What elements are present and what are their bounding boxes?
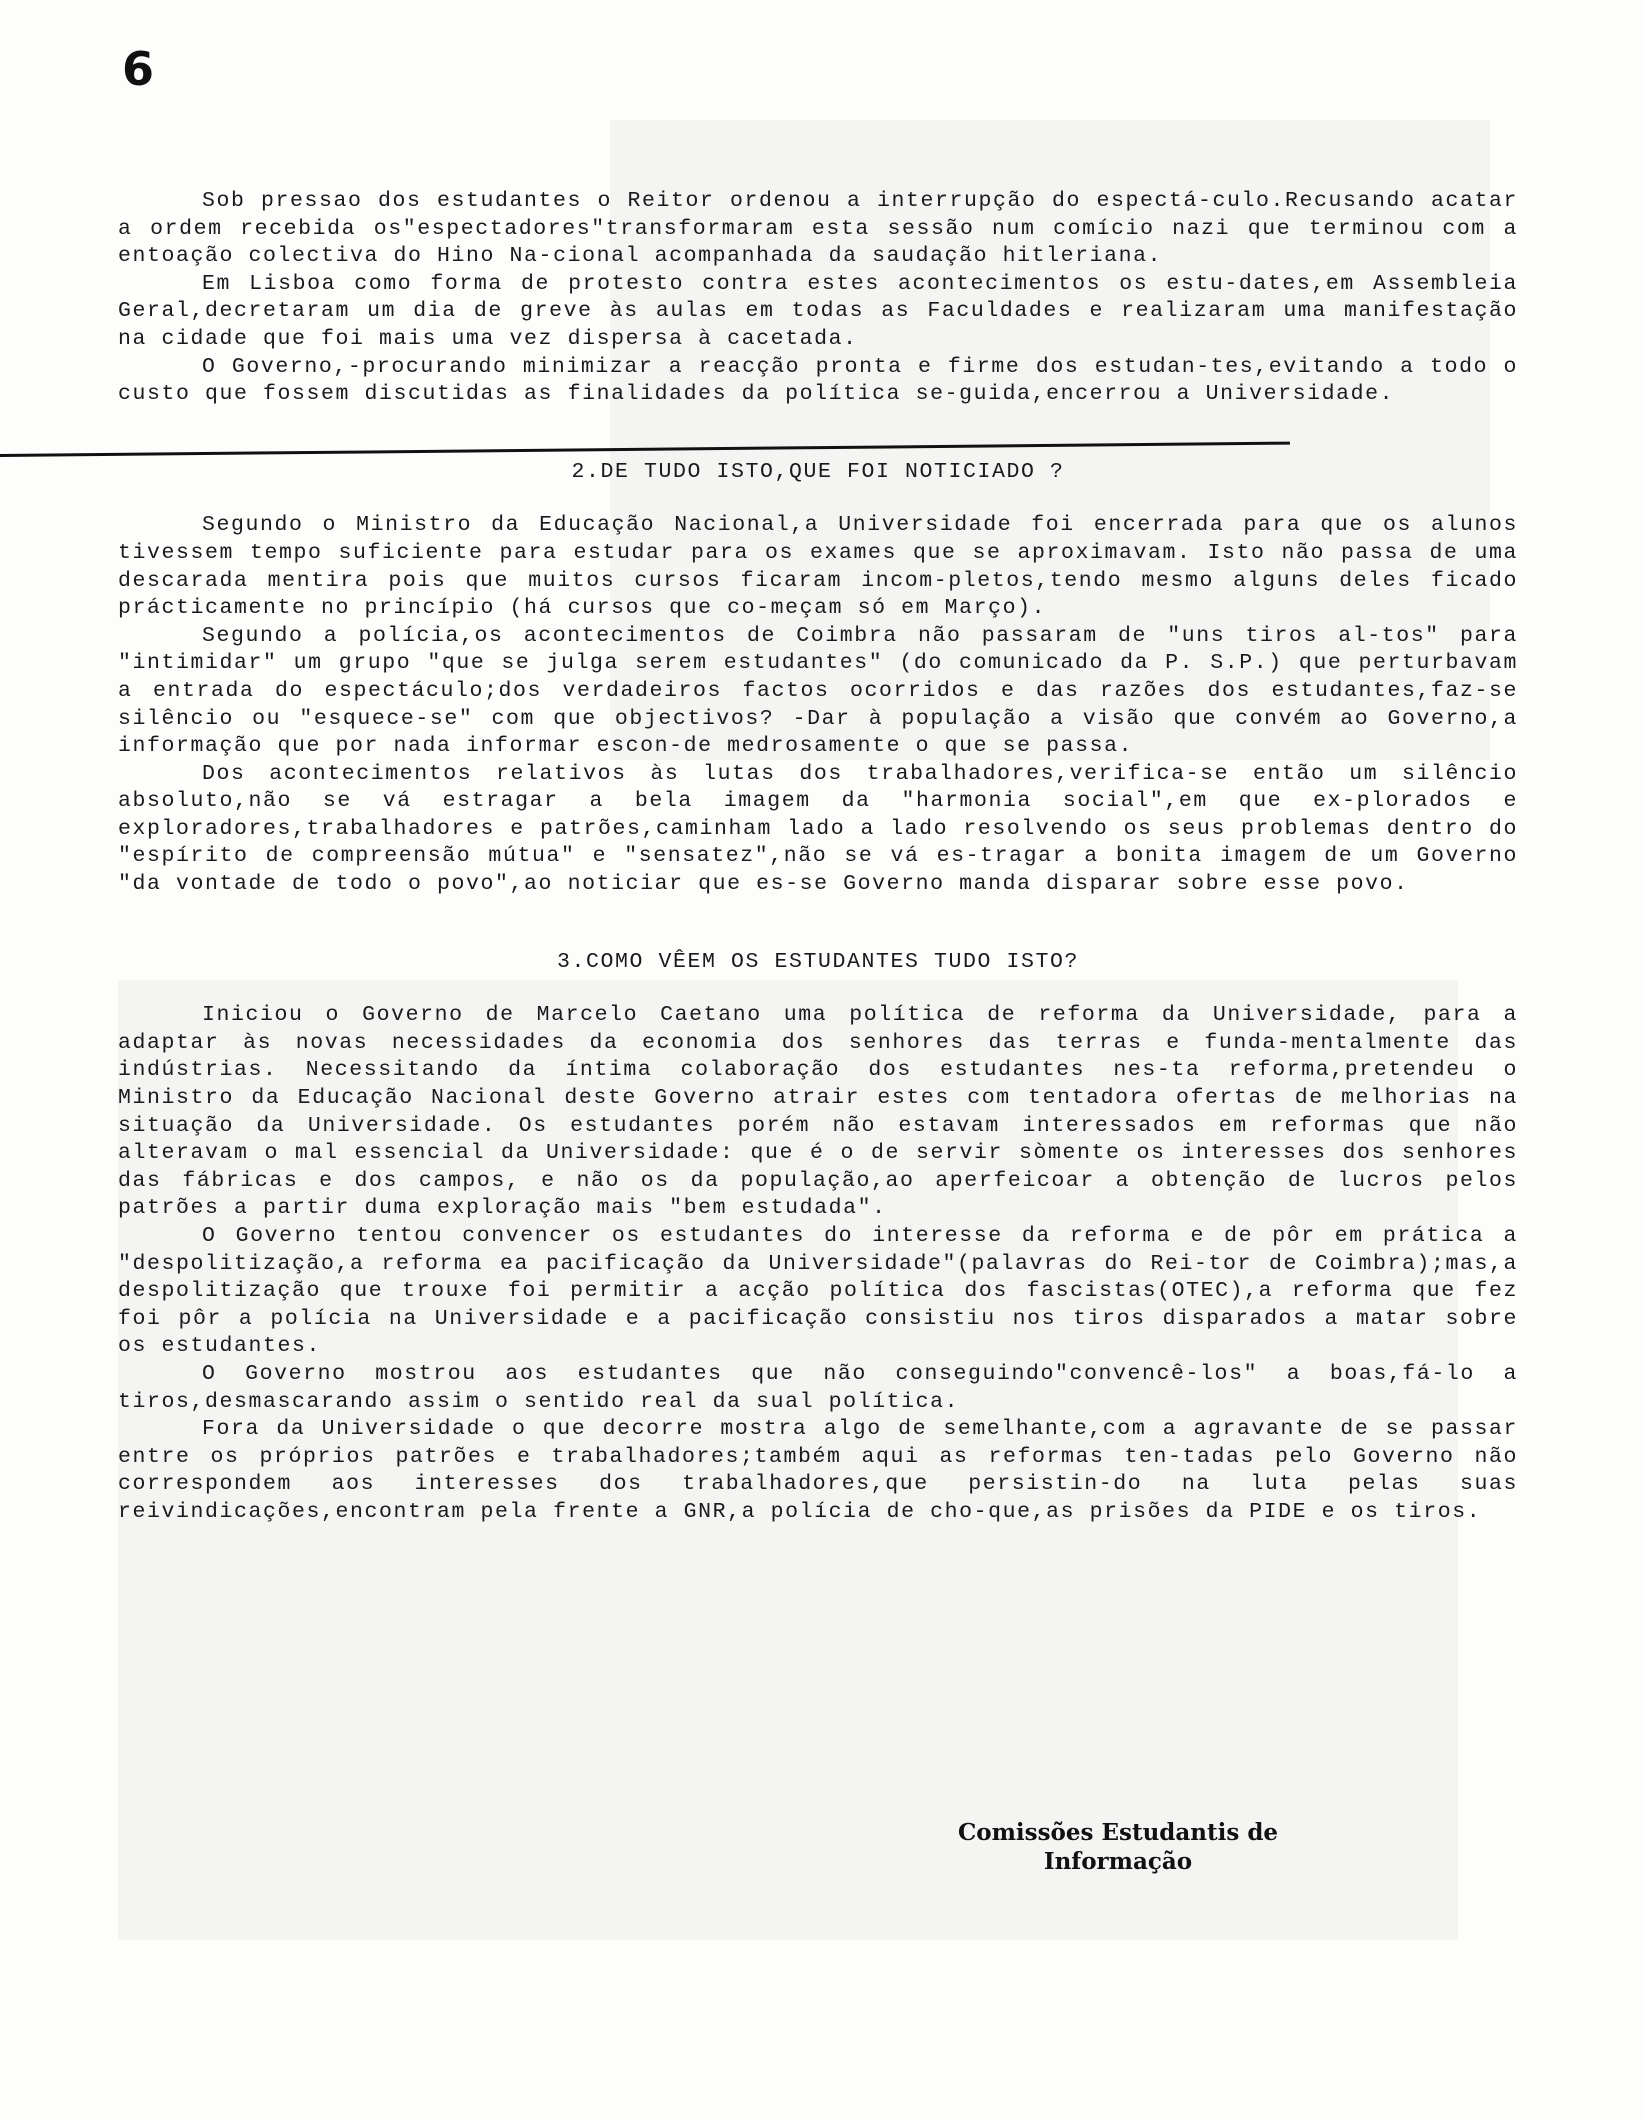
article-body [118,188,1518,1527]
section-2-heading: 2.DE TUDO ISTO,QUE FOI NOTICIADO ? [571,459,1065,484]
section-3-paragraph: O Governo mostrou aos estudantes que não conseguindo"convencê-los" a boas,fá-lo a tiros,desmascarando assim o sentido real da sual política. [118,1361,1518,1414]
intro-paragraph: Em Lisboa como forma de protesto contra estes acontecimentos os estu-dates,em Assembleia Geral,decretaram um dia de greve às aulas em todas as Faculdades e realizaram uma manifestação na cidade que foi mais uma vez dispersa à cacetada. [118,271,1518,351]
section-3-paragraph: Fora da Universidade o que decorre mostra algo de semelhante,com a agravante de se passar entre os próprios patrões e trabalhadores;também aqui as reformas ten-tadas pelo Governo não correspondem aos interesses dos trabalhadores,que persistin-do na luta pelas suas reivindicações,encontram pela frente a GNR,a polícia de cho-que,as prisões da PIDE e os tiros. [118,1417,1518,1524]
intro-paragraph: O Governo,-procurando minimizar a reacção pronta e firme dos estudan-tes,evitando a todo o custo que fossem discutidas as finalidades da política se-guida,encerrou a Universidade. [118,354,1518,407]
section-3-paragraph: O Governo tentou convencer os estudantes do interesse da reforma e de pôr em prática a "despolitização,a reforma ea pacificação da Universidade"(palavras do Rei-tor de Coimbra);mas,a despolitização que trouxe foi permitir a acção política dos fascistas(OTEC),a reforma que fez foi pôr a polícia na Universidade e a pacificação consistiu nos tiros disparados a matar sobre os estudantes. [118,1224,1518,1359]
signature-line: Informação [1043,1848,1193,1875]
intro-block [118,188,1518,409]
section-2-paragraph: Segundo a polícia,os acontecimentos de Coimbra não passaram de "uns tiros al-tos" para "intimidar" um grupo "que se julga serem estudantes" (do comunicado da P. S.P.) que perturbavam a entrada do espectáculo;dos verdadeiros factos ocorridos e das razões dos estudantes,faz-se silêncio ou "esquece-se" com que objectivos? -Dar à população a visão que convém ao Governo,a informação que por nada informar escon-de medrosamente o que se passa. [118,623,1518,759]
intro-paragraph: Sob pressao dos estudantes o Reitor ordenou a interrupção do espectá-culo.Recusando acatar a ordem recebida os"espectadores"transformaram esta sessão num comício nazi que terminou com a entoação colectiva do Hino Na-cional acompanhada da saudação hitleriana. [118,189,1518,269]
section-2-paragraph: Segundo o Ministro da Educação Nacional,a Universidade foi encerrada para que os alunos tivessem tempo suficiente para estudar para os exames que se aproximavam. Isto não passa de uma descarada mentira pois que muitos cursos ficaram incom-pletos,tendo mesmo alguns deles ficado prácticamente no princípio (há cursos que co-meçam só em Março). [118,513,1518,621]
section-2-paragraph: Dos acontecimentos relativos às lutas dos trabalhadores,verifica-se então um silêncio absoluto,não se vá estragar a bela imagem da "harmonia social",em que ex-plorados e exploradores,trabalhadores e patrões,caminham lado a lado resolvendo os seus problemas dentro do "espírito de compreensão mútua" e "sensatez",não se vá es-tragar a bonita imagem de um Governo "da vontade de todo o povo",ao noticiar que es-se Governo manda disparar sobre esse povo. [118,761,1518,897]
signature-block [908,1818,1328,1876]
section-3-paragraph: Iniciou o Governo de Marcelo Caetano uma política de reforma da Universidade, para a adaptar às novas necessidades da economia dos senhores das terras e funda-mentalmente das indústrias. Necessitando da íntima colaboração dos estudantes nes-ta reforma,pretendeu o Ministro da Educação Nacional deste Governo atrair estes com tentadora ofertas de melhorias na situação da Universidade. Os estudantes porém não estavam interessados em reformas que não alteravam o mal essencial da Universidade: que é o de servir sòmente os interesses dos senhores das fábricas e dos campos, e não os da população,ao aperfeicoar a obtenção de lucros pelos patrões a partir duma exploração mais "bem estudada". [118,1003,1518,1221]
signature-line: Comissões Estudantis de [957,1819,1279,1846]
section-3-heading: 3.COMO VÊEM OS ESTUDANTES TUDO ISTO? [556,949,1080,974]
page-number: 6 [122,42,155,96]
